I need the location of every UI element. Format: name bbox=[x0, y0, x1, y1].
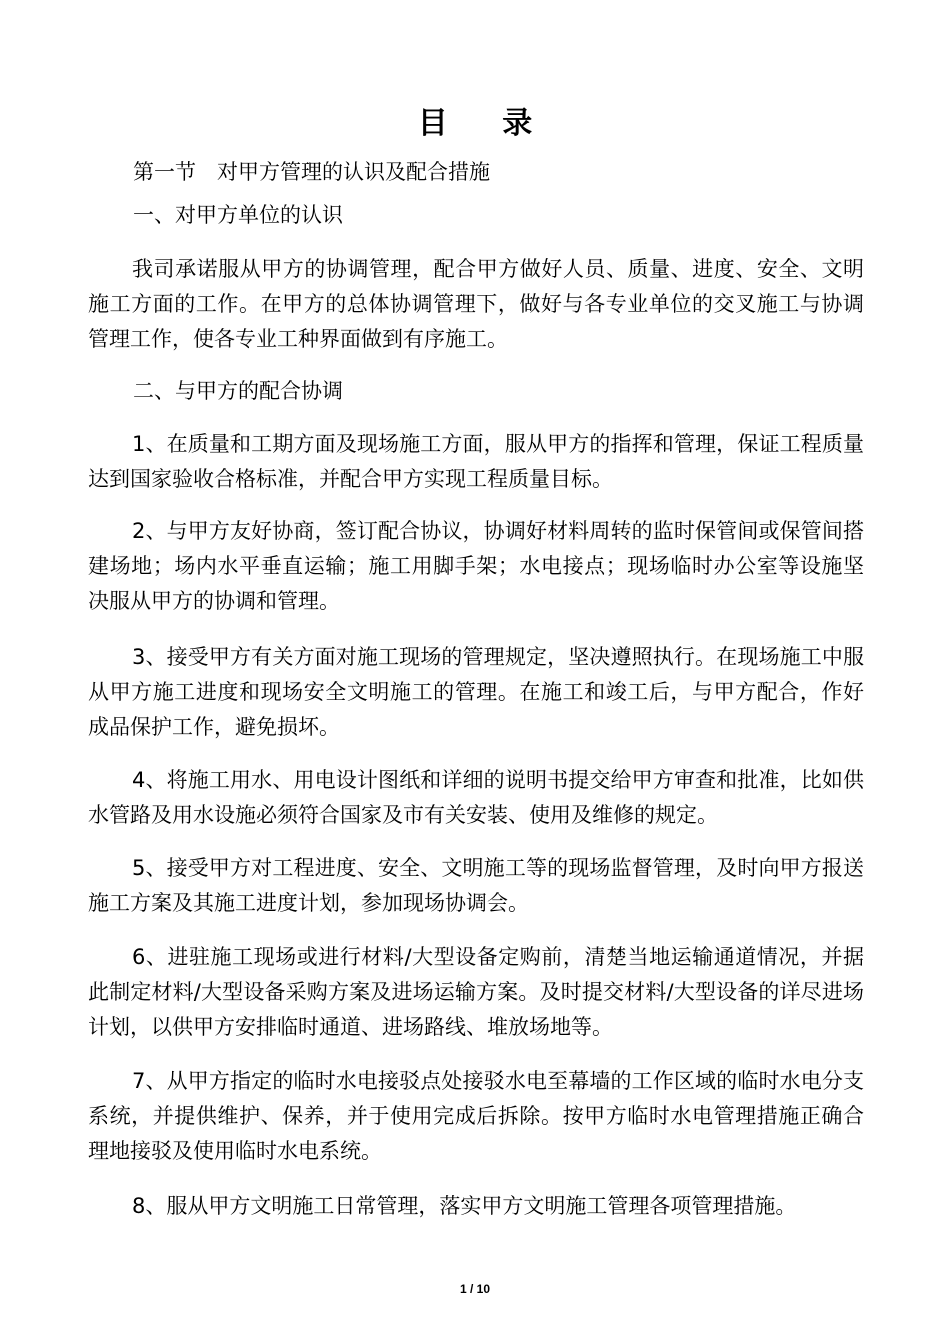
list-item: 4、将施工用水、用电设计图纸和详细的说明书提交给甲方审查和批准，比如供水管路及用水设施必须符合国家及市有关安装、使用及维修的规定。 bbox=[88, 768, 864, 827]
page-number: 1 / 10 bbox=[459, 1282, 491, 1296]
list-item: 3、接受甲方有关方面对施工现场的管理规定，坚决遵照执行。在现场施工中服从甲方施工进度和现场安全文明施工的管理。在施工和竣工后，与甲方配合，作好成品保护工作，避免损坏。 bbox=[88, 645, 864, 739]
list-item: 5、接受甲方对工程进度、安全、文明施工等的现场监督管理，及时向甲方报送施工方案及其施工进度计划，参加现场协调会。 bbox=[88, 856, 864, 915]
subheading-recognition: 一、对甲方单位的认识 bbox=[133, 203, 343, 227]
list-item: 8、服从甲方文明施工日常管理，落实甲方文明施工管理各项管理措施。 bbox=[132, 1194, 797, 1218]
list-item: 1、在质量和工期方面及现场施工方面，服从甲方的指挥和管理，保证工程质量达到国家验收合格标准，并配合甲方实现工程质量目标。 bbox=[88, 432, 864, 491]
list-item: 7、从甲方指定的临时水电接驳点处接驳水电至幕墙的工作区域的临时水电分支系统，并提供维护、保养，并于使用完成后拆除。按甲方临时水电管理措施正确合理地接驳及使用临时水电系统。 bbox=[88, 1069, 864, 1163]
subheading-coordination: 二、与甲方的配合协调 bbox=[133, 379, 343, 403]
intro-paragraph: 我司承诺服从甲方的协调管理，配合甲方做好人员、质量、进度、安全、文明施工方面的工作。在甲方的总体协调管理下，做好与各专业单位的交叉施工与协调管理工作，使各专业工种界面做到有序施工。 bbox=[88, 257, 864, 351]
page-title: 目 录 bbox=[417, 106, 555, 141]
section-heading: 第一节 对甲方管理的认识及配合措施 bbox=[133, 160, 490, 184]
list-item: 6、进驻施工现场或进行材料/大型设备定购前，清楚当地运输通道情况，并据此制定材料/大型设备采购方案及进场运输方案。及时提交材料/大型设备的详尽进场计划，以供甲方安排临时通道、进场路线、堆放场地等。 bbox=[88, 945, 864, 1039]
list-item: 2、与甲方友好协商，签订配合协议，协调好材料周转的监时保管间或保管间搭建场地；场内水平垂直运输；施工用脚手架；水电接点；现场临时办公室等设施坚决服从甲方的协调和管理。 bbox=[88, 519, 864, 613]
